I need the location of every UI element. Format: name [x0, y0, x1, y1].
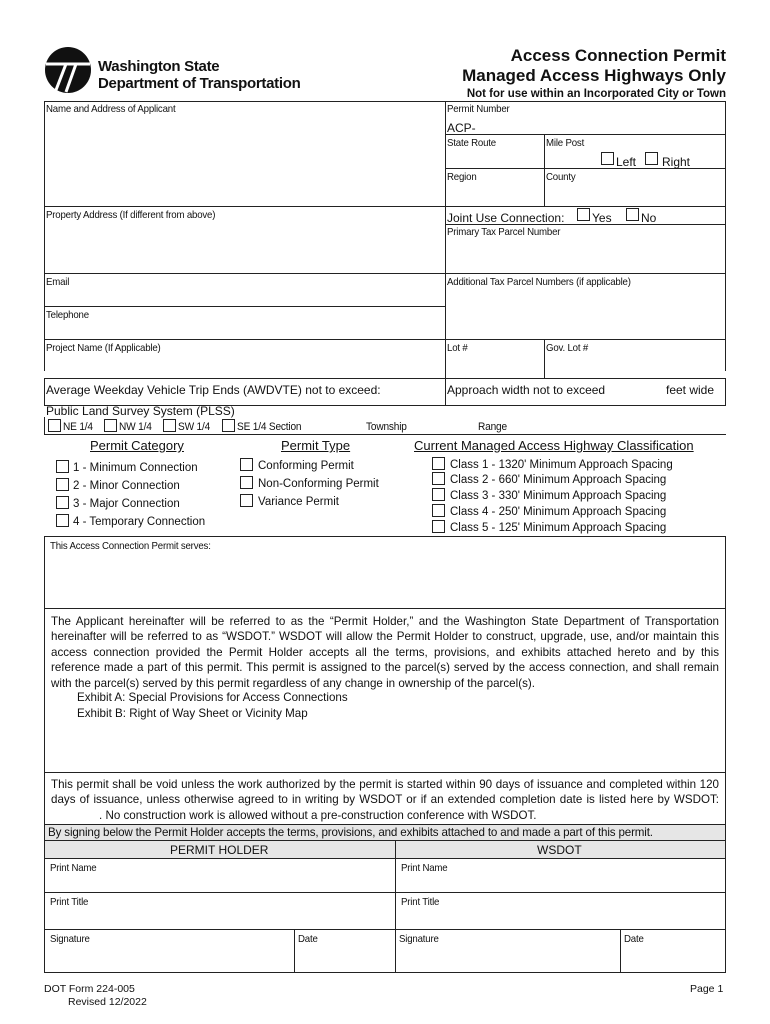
type-conforming-checkbox[interactable] [240, 458, 253, 471]
state-route-label: State Route [447, 137, 497, 149]
class-3-checkbox[interactable] [432, 488, 445, 501]
class-2-checkbox[interactable] [432, 472, 445, 485]
primary-parcel-label: Primary Tax Parcel Number [447, 226, 561, 238]
joint-use-yes-checkbox[interactable] [577, 208, 590, 221]
holder-signature-label: Signature [50, 933, 90, 945]
joint-use-no-label: No [641, 211, 657, 225]
category-3-label: 3 - Major Connection [73, 498, 180, 510]
approach-width-label: Approach width not to exceed [447, 383, 606, 397]
gov-lot-label: Gov. Lot # [546, 342, 589, 354]
wsdot-signature-label: Signature [399, 933, 439, 945]
class-5-label: Class 5 - 125' Minimum Approach Spacing [450, 522, 667, 534]
form-subtitle: Not for use within an Incorporated City or Town [466, 88, 726, 100]
wsdot-logo [44, 46, 92, 94]
class-1-label: Class 1 - 1320' Minimum Approach Spacing [450, 459, 673, 471]
sw-quarter-label: SW 1/4 [178, 421, 211, 433]
category-4-label: 4 - Temporary Connection [73, 516, 206, 528]
org-name [98, 58, 300, 92]
category-1-label: 1 - Minimum Connection [73, 462, 198, 474]
project-name-label: Project Name (If Applicable) [46, 342, 161, 354]
void-part1: This permit shall be void unless the work authorized by the permit is started within 90 days of issuance and completed within 120 days of issuance, unless otherwise agreed to in writing by WSDOT or if an extended completion date is listed here by WSDOT: [51, 778, 719, 807]
category-4-checkbox[interactable] [56, 514, 69, 527]
permit-number-label: Permit Number [447, 103, 510, 115]
void-paragraph [51, 777, 719, 823]
ne-quarter-checkbox[interactable] [48, 419, 61, 432]
awdvte-label: Average Weekday Vehicle Trip Ends (AWDVTE) not to exceed: [46, 383, 381, 397]
sw-quarter-checkbox[interactable] [163, 419, 176, 432]
county-label: County [546, 171, 576, 183]
se-section-label: SE 1/4 Section [237, 421, 302, 433]
class-4-checkbox[interactable] [432, 504, 445, 517]
range-label: Range [478, 421, 507, 433]
type-variance-label: Variance Permit [258, 496, 339, 508]
right-checkbox[interactable] [645, 152, 658, 165]
title-line2: Managed Access Highways Only [462, 66, 726, 85]
joint-use-yes-label: Yes [592, 211, 612, 225]
feet-wide-label: feet wide [666, 383, 715, 397]
class-4-label: Class 4 - 250' Minimum Approach Spacing [450, 506, 667, 518]
wsdot-print-title-label: Print Title [401, 896, 440, 908]
left-checkbox[interactable] [601, 152, 614, 165]
form-number: DOT Form 224-005 [44, 983, 135, 995]
type-variance-checkbox[interactable] [240, 494, 253, 507]
class-2-label: Class 2 - 660' Minimum Approach Spacing [450, 474, 667, 486]
region-label: Region [447, 171, 477, 183]
township-label: Township [366, 421, 407, 433]
joint-use-no-checkbox[interactable] [626, 208, 639, 221]
additional-parcel-label: Additional Tax Parcel Numbers (if applicable) [447, 276, 631, 288]
joint-use-label: Joint Use Connection: [447, 211, 565, 225]
terms-paragraph: The Applicant hereinafter will be referred to as the “Permit Holder,” and the Washington State Department of Transportation hereinafter will be referred to as “WSDOT.” WSDOT will allow the Permit Holder to construct, upgrade, use, and/or maintain this access connection provided the Permit Holder accepts all the terms, provisions, and exhibits attached hereto and by this reference made a part of this permit. This permit is assigned to the parcel(s) served by the access connection, and shall remain with the parcel(s) served by this permit regardless of any change in ownership of the parcel(s). [51, 615, 719, 690]
page-number: Page 1 [690, 983, 724, 995]
type-nonconforming-checkbox[interactable] [240, 476, 253, 489]
category-1-checkbox[interactable] [56, 460, 69, 473]
plss-label: Public Land Survey System (PLSS) [46, 404, 235, 418]
se-quarter-checkbox[interactable] [222, 419, 235, 432]
holder-print-title-label: Print Title [50, 896, 89, 908]
category-2-checkbox[interactable] [56, 478, 69, 491]
class-1-checkbox[interactable] [432, 457, 445, 470]
signing-statement: By signing below the Permit Holder accepts the terms, provisions, and exhibits attached to and made a part of this permit. [48, 826, 653, 839]
lot-label: Lot # [447, 342, 468, 354]
classification-heading: Current Managed Access Highway Classification [414, 438, 694, 453]
void-part2: . No construction work is allowed without a pre-construction conference with WSDOT. [99, 808, 537, 822]
telephone-label: Telephone [46, 309, 89, 321]
holder-print-name-label: Print Name [50, 862, 97, 874]
ne-quarter-label: NE 1/4 [63, 421, 93, 433]
form-title [462, 46, 726, 86]
type-conforming-label: Conforming Permit [258, 460, 354, 472]
class-3-label: Class 3 - 330' Minimum Approach Spacing [450, 490, 667, 502]
nw-quarter-label: NW 1/4 [119, 421, 152, 433]
serves-label: This Access Connection Permit serves: [50, 540, 211, 552]
wsdot-date-label: Date [624, 933, 644, 945]
email-label: Email [46, 276, 70, 288]
org-line2: Department of Transportation [98, 75, 301, 92]
class-5-checkbox[interactable] [432, 520, 445, 533]
type-nonconforming-label: Non-Conforming Permit [258, 478, 379, 490]
left-label: Left [616, 155, 637, 169]
exhibit-b: Exhibit B: Right of Way Sheet or Vicinity Map [77, 707, 308, 720]
right-label: Right [662, 155, 691, 169]
category-3-checkbox[interactable] [56, 496, 69, 509]
org-line1: Washington State [98, 58, 220, 75]
exhibit-a: Exhibit A: Special Provisions for Access Connections [77, 691, 348, 704]
permit-type-heading: Permit Type [281, 438, 351, 453]
category-2-label: 2 - Minor Connection [73, 480, 180, 492]
property-address-label: Property Address (If different from above) [46, 209, 216, 221]
wsdot-logo-icon [44, 46, 92, 94]
wsdot-heading: WSDOT [537, 843, 582, 857]
revised-date: Revised 12/2022 [68, 996, 147, 1008]
title-line1: Access Connection Permit [510, 46, 726, 65]
mile-post-label: Mile Post [546, 137, 585, 149]
permit-holder-heading: PERMIT HOLDER [170, 843, 269, 857]
permit-prefix: ACP- [447, 121, 476, 135]
wsdot-print-name-label: Print Name [401, 862, 448, 874]
permit-category-heading: Permit Category [90, 438, 184, 453]
holder-date-label: Date [298, 933, 318, 945]
name-address-label: Name and Address of Applicant [46, 103, 176, 115]
nw-quarter-checkbox[interactable] [104, 419, 117, 432]
